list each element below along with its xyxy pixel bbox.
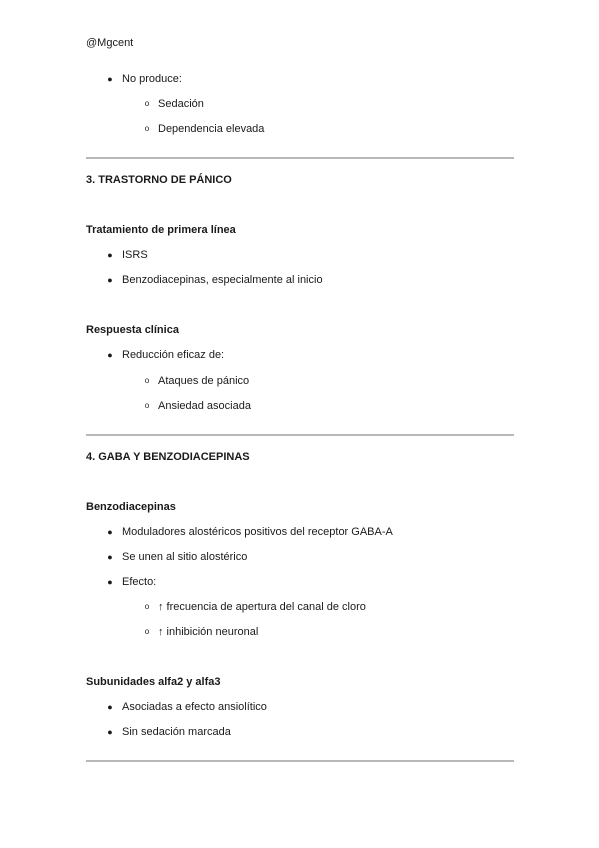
list-item [107, 700, 267, 714]
sub-bullet-marker: o [144, 376, 150, 385]
list-item [107, 273, 323, 287]
list-item-text: Benzodiacepinas, especialmente al inicio [122, 274, 323, 286]
sub-bullet-marker: o [144, 401, 150, 410]
section-divider [86, 434, 514, 436]
bullet-marker: ● [107, 250, 113, 260]
sub-list-item-text: ↑ frecuencia de apertura del canal de cloro [158, 601, 366, 613]
bullet-marker: ● [107, 577, 113, 587]
sub-bullet-marker: o [144, 99, 150, 108]
list-item-text: Moduladores alostéricos positivos del receptor GABA-A [122, 526, 393, 538]
section-divider [86, 760, 514, 762]
list-item-text: Sin sedación marcada [122, 726, 231, 738]
sub-list-item-text: Ataques de pánico [158, 375, 250, 387]
list-item [107, 525, 393, 539]
section-title: 4. GABA Y BENZODIACEPINAS [86, 451, 250, 463]
subsection-heading: Tratamiento de primera línea [86, 224, 236, 236]
sub-bullet-marker: o [144, 602, 150, 611]
bullet-marker: ● [107, 527, 113, 537]
list-item [107, 725, 231, 739]
bullet-marker: ● [107, 74, 113, 84]
bullet-marker: ● [107, 350, 113, 360]
list-item [107, 72, 182, 86]
list-item [107, 248, 148, 262]
bullet-marker: ● [107, 552, 113, 562]
list-item [107, 550, 248, 564]
sub-list-item [144, 600, 366, 614]
sub-bullet-marker: o [144, 627, 150, 636]
sub-list-item-text: ↑ inhibición neuronal [158, 626, 259, 638]
sub-list-item [144, 97, 204, 111]
list-item [107, 575, 157, 589]
sub-list-item-text: Sedación [158, 98, 204, 110]
sub-list-item [144, 374, 250, 388]
sub-list-item [144, 122, 265, 136]
list-item-text: Asociadas a efecto ansiolítico [122, 701, 267, 713]
sub-list-item-text: Dependencia elevada [158, 123, 265, 135]
sub-bullet-marker: o [144, 124, 150, 133]
subsection-heading: Benzodiacepinas [86, 501, 176, 513]
section-title: 3. TRASTORNO DE PÁNICO [86, 174, 232, 186]
list-item-text: No produce: [122, 73, 182, 85]
section-divider [86, 157, 514, 159]
list-item-text: Efecto: [122, 576, 157, 588]
list-item-text: ISRS [122, 249, 148, 261]
list-item-text: Se unen al sitio alostérico [122, 551, 248, 563]
author-handle: @Mgcent [86, 37, 134, 49]
sub-list-item [144, 625, 259, 639]
subsection-heading: Subunidades alfa2 y alfa3 [86, 676, 221, 688]
list-item-text: Reducción eficaz de: [122, 349, 225, 361]
sub-list-item-text: Ansiedad asociada [158, 400, 251, 412]
list-item [107, 348, 225, 362]
bullet-marker: ● [107, 275, 113, 285]
bullet-marker: ● [107, 727, 113, 737]
subsection-heading: Respuesta clínica [86, 324, 179, 336]
bullet-marker: ● [107, 702, 113, 712]
sub-list-item [144, 399, 251, 413]
